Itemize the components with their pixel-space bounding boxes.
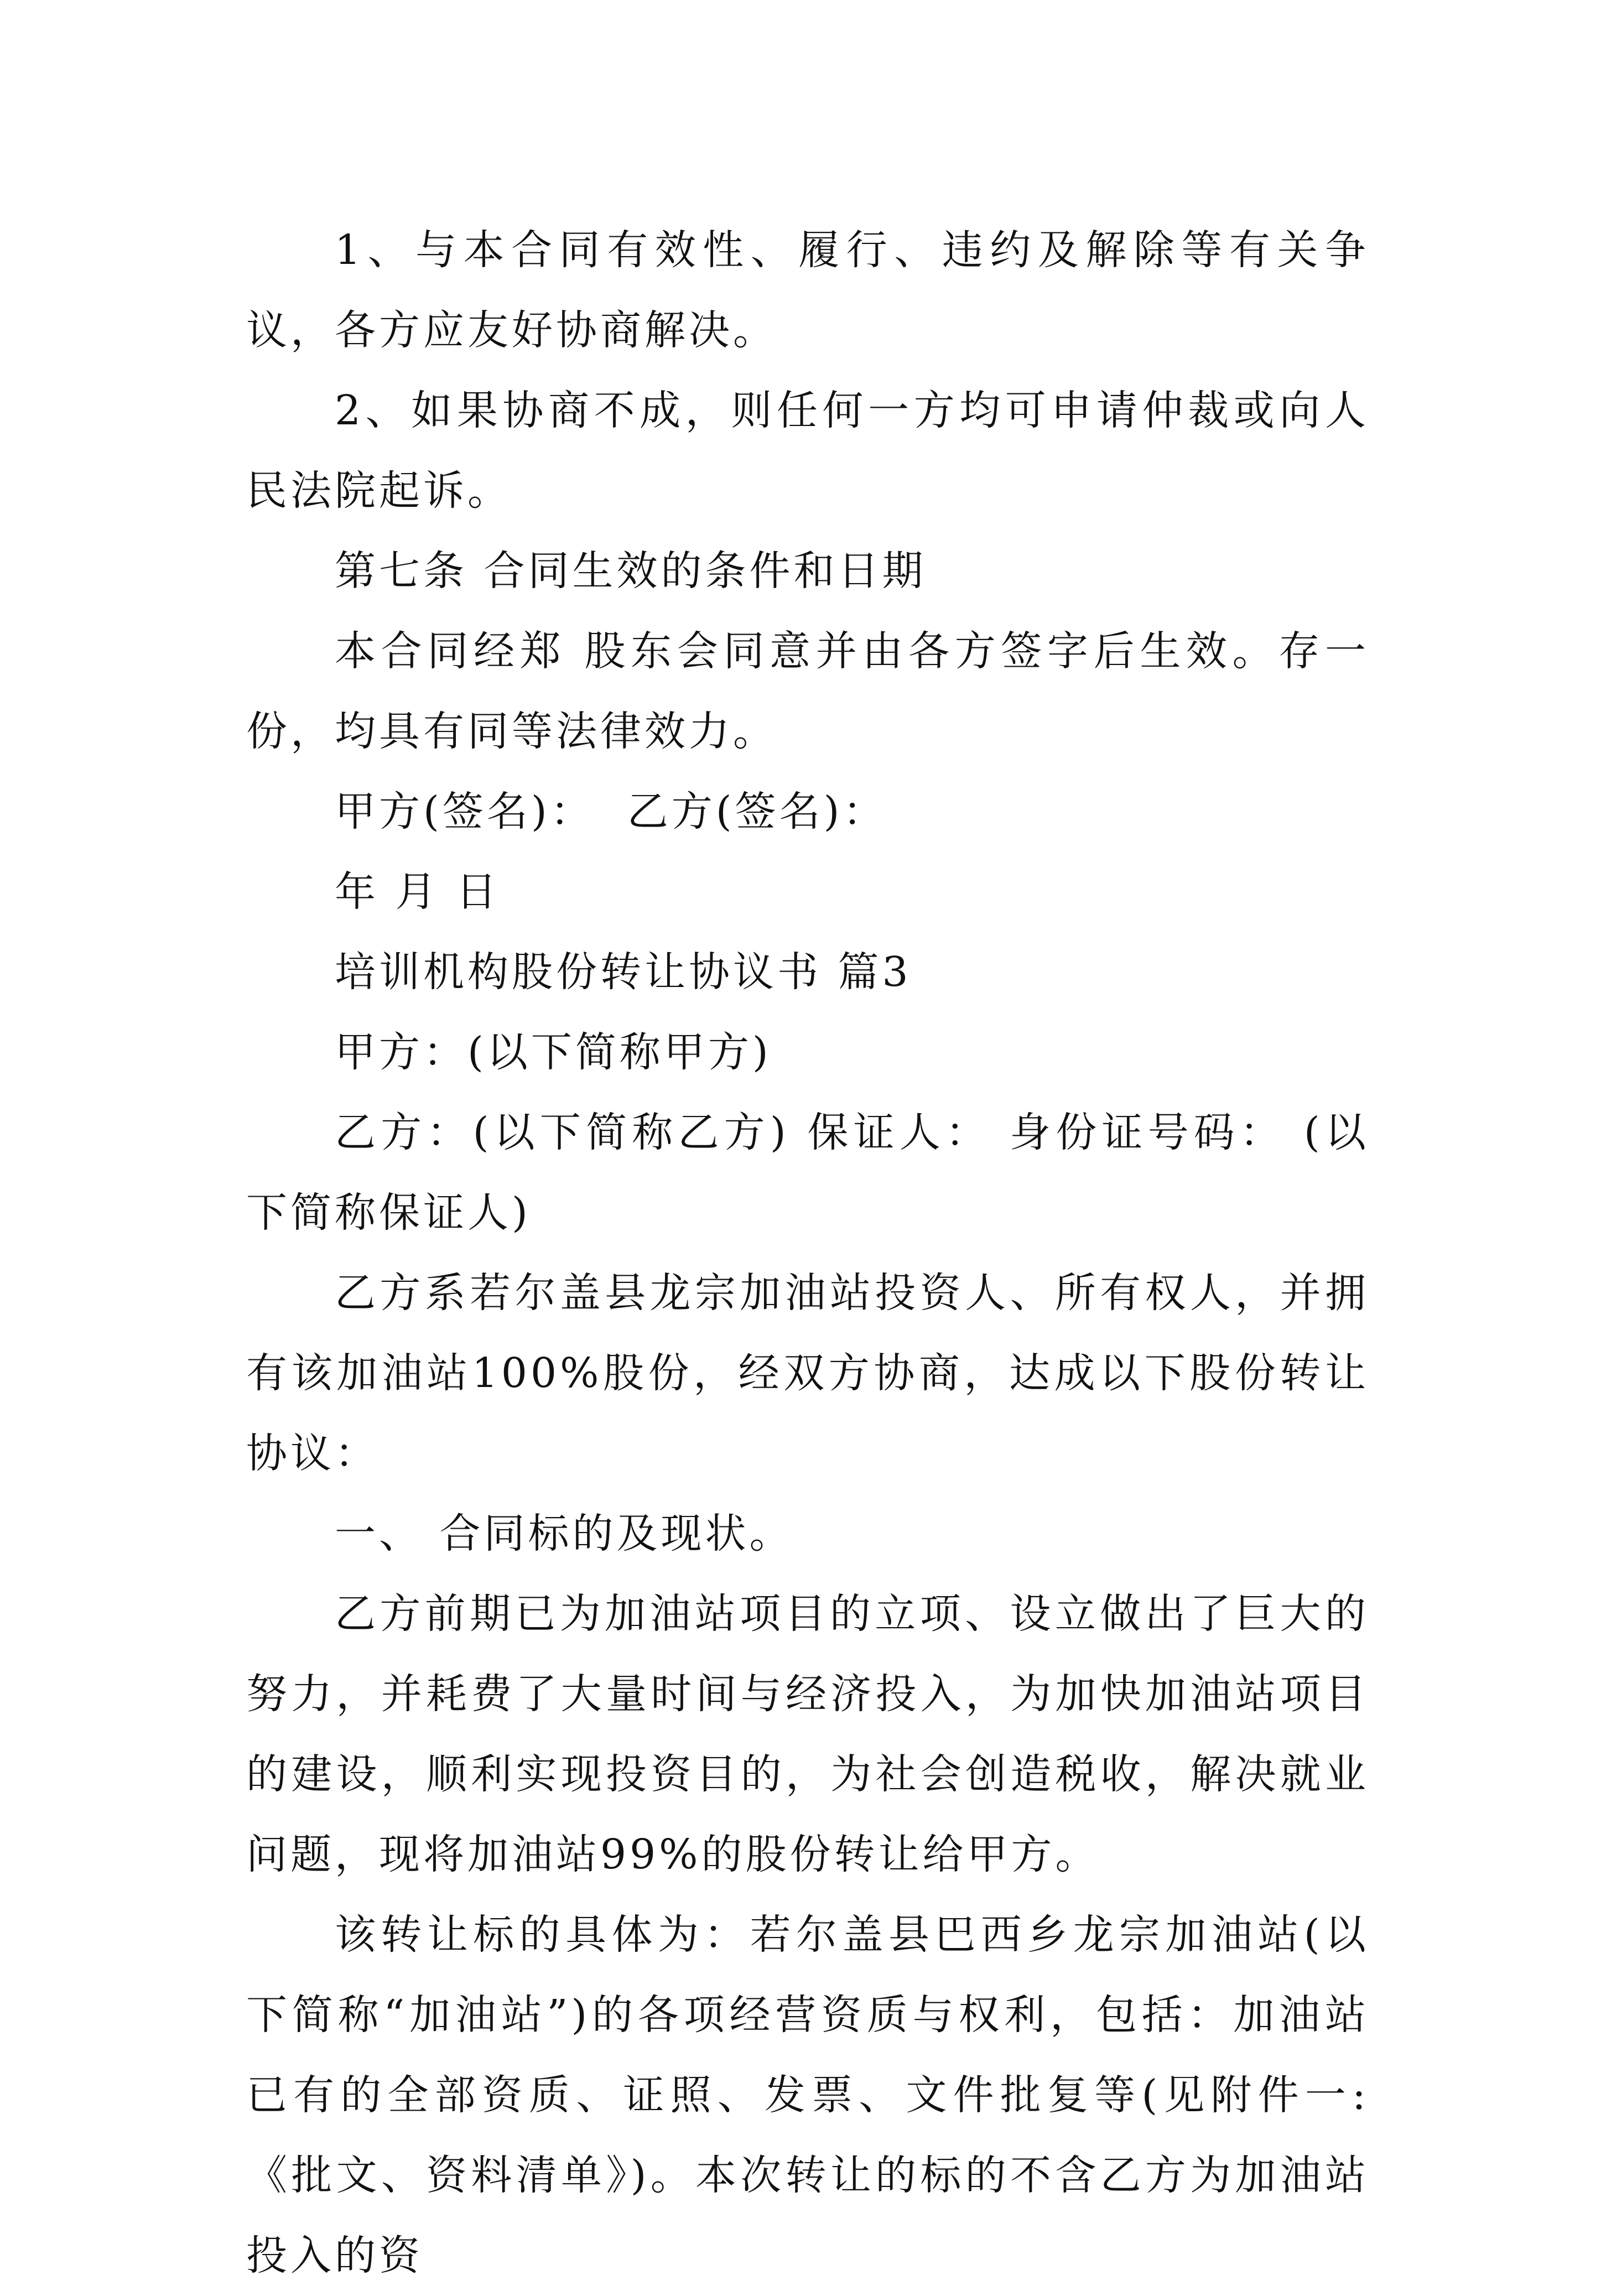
paragraph-ownership: 乙方系若尔盖县龙宗加油站投资人、所有权人，并拥有该加油站100%股份，经双方协商，达成以下股份转让协议： [246,1269,1369,1477]
document-title-part-3: 培训机构股份转让协议书 篇3 [335,948,912,996]
paragraph-transfer-subject: 该转让标的具体为：若尔盖县巴西乡龙宗加油站(以下简称“加油站”)的各项经营资质与权利，包括：加油站已有的全部资质、证照、发票、文件批复等(见附件一:《批文、资料清单》)。本次转让的标的不含乙方为加油站投入的资 [246,1911,1369,2279]
paragraph-effectiveness: 本合同经郑 股东会同意并由各方签字后生效。存一份，均具有同等法律效力。 [246,627,1369,755]
party-a-line: 甲方：(以下简称甲方) [335,1028,772,1076]
paragraph-background: 乙方前期已为加油站项目的立项、设立做出了巨大的努力，并耗费了大量时间与经济投入，为加快加油站项目的建设，顺利实现投资目的，为社会创造税收，解决就业问题，现将加油站99%的股份转让给甲方。 [246,1590,1369,1878]
section-heading-article-7: 第七条 合同生效的条件和日期 [335,547,927,595]
date-line: 年 月 日 [335,868,501,916]
party-b-guarantor-line: 乙方：(以下简称乙方) 保证人： 身份证号码： (以下简称保证人) [246,1109,1369,1237]
document-body [246,210,1369,2296]
paragraph-dispute-1: 1、与本合同有效性、履行、违约及解除等有关争议，各方应友好协商解决。 [246,226,1369,354]
signature-line: 甲方(签名)： 乙方(签名)： [335,788,887,835]
paragraph-dispute-2: 2、如果协商不成，则任何一方均可申请仲裁或向人民法院起诉。 [246,387,1369,515]
section-heading-subject: 一、 合同标的及现状。 [335,1510,794,1557]
